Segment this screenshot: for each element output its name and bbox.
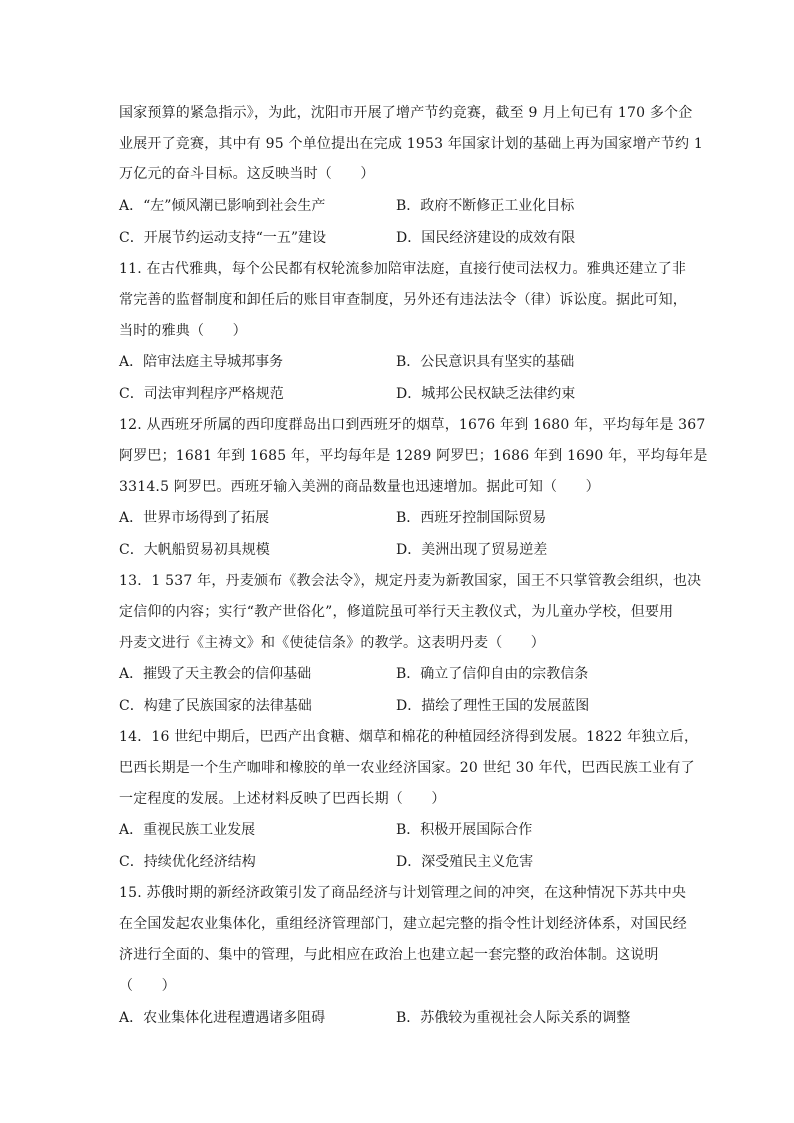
question-10-option-b[interactable]: B．政府不断修正工业化目标 [396, 198, 575, 214]
question-12-option-b[interactable]: B．西班牙控制国际贸易 [396, 510, 547, 526]
question-11-text-line: 当时的雅典（ ） [119, 323, 247, 339]
question-11-text-line: 11. 在古代雅典，每个公民都有权轮流参加陪审法庭，直接行使司法权力。雅典还建立了非 [119, 261, 687, 277]
question-11-text-line: 常完善的监督制度和卸任后的账目审查制度，另外还有违法法令（律）诉讼度。据此可知， [119, 292, 687, 308]
question-13-text-line: 13．1 537 年，丹麦颁布《教会法令》，规定丹麦为新教国家，国王不只掌管教会组织，也决 [119, 573, 702, 589]
question-13-option-a[interactable]: A．摧毁了天主教会的信仰基础 [119, 666, 312, 682]
question-10-option-d[interactable]: D．国民经济建设的成效有限 [396, 230, 576, 246]
question-10-text-line: 业展开了竞赛，其中有 95 个单位提出在完成 1953 年国家计划的基础上再为国家增产节约 1 [119, 136, 703, 152]
question-11-option-d[interactable]: D．城邦公民权缺乏法律约束 [396, 386, 576, 402]
question-15-option-a[interactable]: A．农业集体化进程遭遇诸多阻碍 [119, 1010, 326, 1026]
question-13-text-line: 丹麦文进行《主祷文》和《使徒信条》的教学。这表明丹麦（ ） [119, 635, 545, 651]
question-11-option-a[interactable]: A．陪审法庭主导城邦事务 [119, 354, 284, 370]
question-12-text-line: 阿罗巴；1681 年到 1685 年，平均每年是 1289 阿罗巴；1686 年到 1690 年，平均每年是 [119, 448, 708, 464]
question-15-option-b[interactable]: B．苏俄较为重视社会人际关系的调整 [396, 1010, 631, 1026]
question-15-text-line: 在全国发起农业集体化，重组经济管理部门，建立起完整的指令性计划经济体系，对国民经 [119, 916, 687, 932]
question-14-text-line: 一定程度的发展。上述材料反映了巴西长期（ ） [119, 791, 446, 807]
question-15-text-line: 15. 苏俄时期的新经济政策引发了商品经济与计划管理之间的冲突，在这种情况下苏共中央 [119, 885, 687, 901]
question-12-text-line: 12. 从西班牙所属的西印度群岛出口到西班牙的烟草，1676 年到 1680 年，平均每年是 367 [119, 417, 706, 433]
question-12-option-d[interactable]: D．美洲出现了贸易逆差 [396, 542, 548, 558]
question-14-text-line: 14．16 世纪中期后，巴西产出食糖、烟草和棉花的种植园经济得到发展。1822 年独立后， [119, 729, 699, 745]
question-14-text-line: 巴西长期是一个生产咖啡和橡胶的单一农业经济国家。20 世纪 30 年代，巴西民族工业有了 [119, 760, 695, 776]
question-10-text-line: 国家预算的紧急指示》，为此，沈阳市开展了增产节约竞赛，截至 9 月上旬已有 170 多个企 [119, 105, 693, 121]
question-15-text-line: 济进行全面的、集中的管理，与此相应在政治上也建立起一套完整的政治体制。这说明 [119, 947, 659, 963]
question-12-text-line: 3314.5 阿罗巴。西班牙输入美洲的商品数量也迅速增加。据此可知（ ） [119, 479, 600, 495]
question-10-option-c[interactable]: C．开展节约运动支持“一五”建设 [119, 230, 327, 246]
question-10-option-a[interactable]: A．“左”倾风潮已影响到社会生产 [119, 198, 326, 214]
question-13-text-line: 定信仰的内容；实行“教产世俗化”，修道院虽可举行天主教仪式，为儿童办学校，但要用 [119, 604, 674, 620]
question-14-option-a[interactable]: A．重视民族工业发展 [119, 822, 256, 838]
question-13-option-d[interactable]: D．描绘了理性王国的发展蓝图 [396, 698, 590, 714]
question-11-option-c[interactable]: C．司法审判程序严格规范 [119, 386, 284, 402]
question-10-text-line: 万亿元的奋斗目标。这反映当时（ ） [119, 166, 375, 182]
question-15-text-line: （ ） [119, 978, 176, 994]
question-14-option-b[interactable]: B．积极开展国际合作 [396, 822, 533, 838]
question-12-option-c[interactable]: C．大帆船贸易初具规模 [119, 542, 270, 558]
question-13-option-c[interactable]: C．构建了民族国家的法律基础 [119, 698, 312, 714]
question-14-option-d[interactable]: D．深受殖民主义危害 [396, 854, 534, 870]
question-11-option-b[interactable]: B．公民意识具有坚实的基础 [396, 354, 575, 370]
question-13-option-b[interactable]: B．确立了信仰自由的宗教信条 [396, 666, 589, 682]
question-12-option-a[interactable]: A．世界市场得到了拓展 [119, 510, 270, 526]
question-14-option-c[interactable]: C．持续优化经济结构 [119, 854, 256, 870]
